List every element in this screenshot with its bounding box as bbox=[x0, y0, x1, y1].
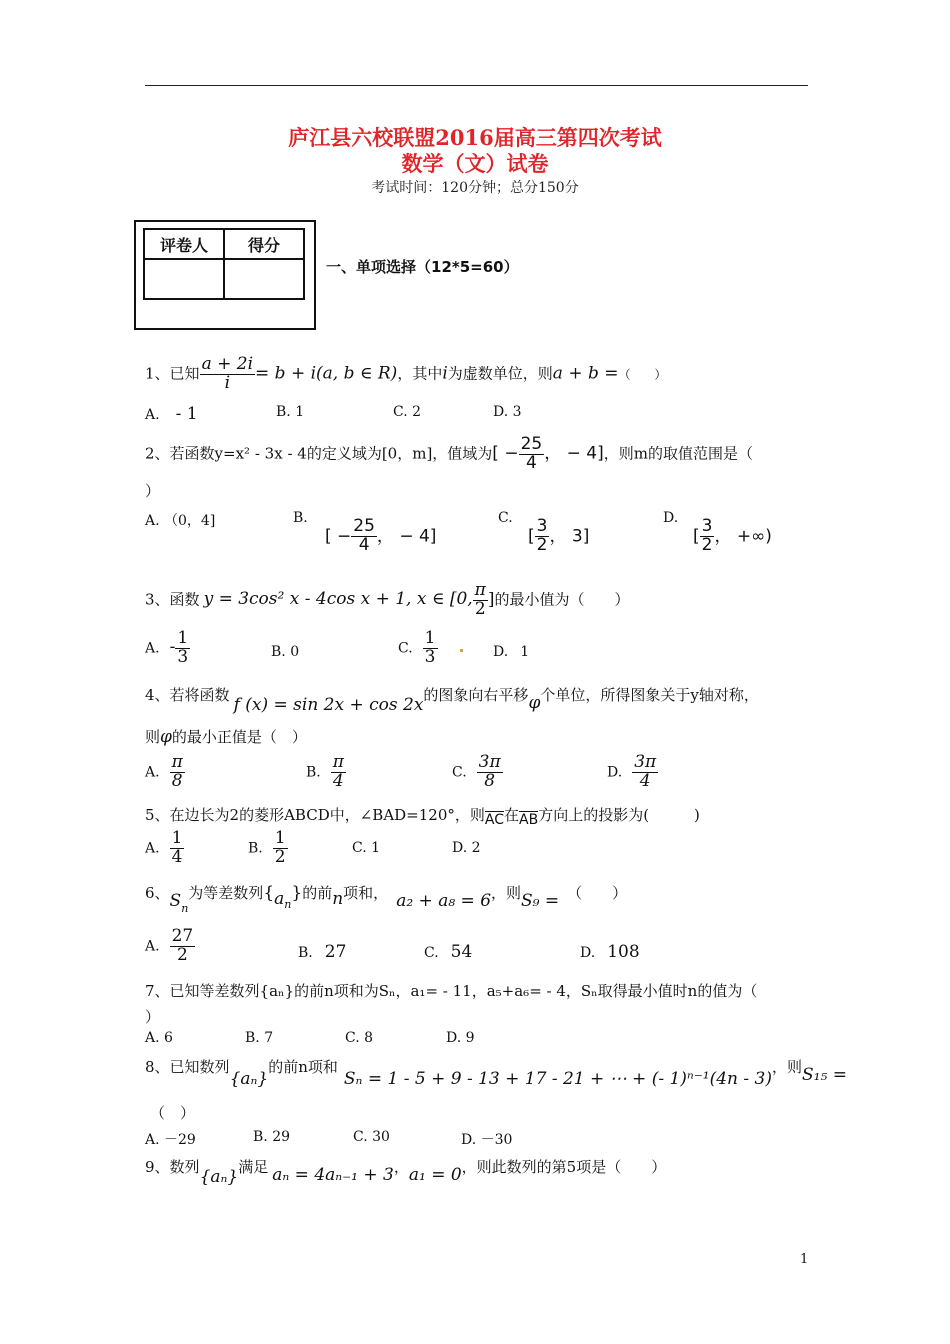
q3-option-c[interactable]: C. $\frac{1}{3}$ bbox=[398, 630, 463, 667]
q6-option-c[interactable]: C. 54 bbox=[424, 942, 473, 962]
question-6: 6、$S_n$为等差数列$\{a_n\}$的前n项和， a₂ + a₈ = 6，则S₉ = （ ） bbox=[145, 883, 628, 915]
q5-option-b[interactable]: B. $\frac{1}{2}$ bbox=[248, 828, 286, 867]
question-1: 1、已知 $\frac{a + 2i}{i}$ = b + i(a, b ∈ R)，其中i为虚数单位，则a + b =（ ） bbox=[145, 354, 667, 393]
q4-option-a[interactable]: A. $\frac{\pi}{8}$ bbox=[145, 752, 183, 791]
q1-option-c[interactable]: C. 2 bbox=[393, 404, 422, 420]
q7-option-d[interactable]: D. 9 bbox=[446, 1030, 475, 1046]
q2-option-b-label[interactable]: B. bbox=[293, 510, 308, 526]
page-number: 1 bbox=[800, 1252, 809, 1267]
question-7-end: ） bbox=[145, 1008, 161, 1026]
q2-option-b[interactable]: [ − $\frac{25}{4}$ ， − 4] bbox=[325, 516, 437, 555]
header-rule bbox=[145, 85, 808, 86]
q6-option-b[interactable]: B. 27 bbox=[298, 942, 347, 962]
q3-option-d[interactable]: D. 1 bbox=[493, 644, 530, 660]
q6-option-d[interactable]: D. 108 bbox=[580, 942, 640, 962]
question-4: 4、若将函数 f (x) = sin 2x + cos 2x的图象向右平移φ个单位，所得图象关于y轴对称， bbox=[145, 686, 759, 715]
q4-option-b[interactable]: B. $\frac{\pi}{4}$ bbox=[306, 752, 344, 791]
question-2: 2、若函数y=x² - 3x - 4的定义域为[0，m]，值域为[ − $\frac{25}{4}$ ， − 4]，则m的取值范围是（ bbox=[145, 434, 753, 473]
question-3: 3、函数 y = 3cos² x - 4cos x + 1, x ∈ [0, $\frac{\pi}{2}$ ]的最小值为（ ） bbox=[145, 580, 630, 619]
q2-option-d-label[interactable]: D. bbox=[663, 510, 679, 526]
q6-option-a[interactable]: A. $\frac{27}{2}$ bbox=[145, 926, 194, 965]
question-4-line2: 则φ的最小正值是（ ） bbox=[145, 727, 307, 747]
q7-option-b[interactable]: B. 7 bbox=[245, 1030, 274, 1046]
score-header: 得分 bbox=[224, 229, 304, 259]
exam-subtitle: 数学（文）试卷 bbox=[401, 151, 549, 176]
q4-option-d[interactable]: D. $\frac{3\pi}{4}$ bbox=[607, 752, 657, 791]
exam-title: 庐江县六校联盟2016届高三第四次考试 bbox=[288, 125, 662, 150]
question-8: 8、已知数列{aₙ}的前n项和Sₙ = 1 - 5 + 9 - 13 + 17 - 21 + ⋯ + (- 1)ⁿ⁻¹(4n - 3)，则S₁₅ = bbox=[145, 1058, 847, 1089]
q2-option-c[interactable]: [ $\frac{3}{2}$ ， 3] bbox=[528, 516, 590, 555]
grade-table bbox=[143, 228, 305, 300]
q2-option-a[interactable]: A. （0，4] bbox=[145, 513, 216, 529]
grader-cell[interactable] bbox=[144, 259, 224, 299]
section-title: 一、单项选择（12*5=60） bbox=[326, 258, 519, 276]
q3-option-a[interactable]: A. - $\frac{1}{3}$ bbox=[145, 628, 189, 667]
q2-option-c-label[interactable]: C. bbox=[498, 510, 513, 526]
score-cell[interactable] bbox=[224, 259, 304, 299]
question-9: 9、数列{aₙ}满足 aₙ = 4aₙ₋₁ + 3，a₁ = 0，则此数列的第5项是（ ） bbox=[145, 1158, 667, 1187]
q1-option-d[interactable]: D. 3 bbox=[493, 404, 522, 420]
question-2-end: ） bbox=[145, 482, 161, 500]
q8-option-b[interactable]: B. 29 bbox=[253, 1129, 291, 1145]
question-5: 5、在边长为2的菱形ABCD中，∠BAD=120°，则AC在AB方向上的投影为( ) bbox=[145, 806, 700, 828]
q1-fraction: $\frac{a + 2i}{i}$ bbox=[201, 354, 254, 393]
q5-option-a[interactable]: A. $\frac{1}{4}$ bbox=[145, 828, 183, 867]
q1-option-a[interactable]: A. - 1 bbox=[145, 404, 198, 424]
vector-ac: AC bbox=[484, 812, 504, 828]
q8-option-c[interactable]: C. 30 bbox=[353, 1129, 390, 1145]
q5-option-d[interactable]: D. 2 bbox=[452, 840, 481, 856]
question-7: 7、已知等差数列{aₙ}的前n项和为Sₙ，a₁= - 11，a₅+a₆= - 4，Sₙ取得最小值时n的值为（ bbox=[145, 982, 758, 1000]
q2-option-d[interactable]: [ $\frac{3}{2}$ ， +∞) bbox=[693, 516, 772, 555]
grader-header: 评卷人 bbox=[144, 229, 224, 259]
q4-option-c[interactable]: C. $\frac{3\pi}{8}$ bbox=[452, 752, 501, 791]
q1-option-b[interactable]: B. 1 bbox=[276, 404, 305, 420]
q7-option-c[interactable]: C. 8 bbox=[345, 1030, 374, 1046]
exam-info: 考试时间：120分钟；总分150分 bbox=[371, 180, 579, 196]
q5-option-c[interactable]: C. 1 bbox=[352, 840, 381, 856]
q3-option-b[interactable]: B. 0 bbox=[271, 644, 300, 660]
vector-ab: AB bbox=[519, 812, 539, 828]
q8-option-a[interactable]: A. －29 bbox=[145, 1132, 196, 1148]
q7-option-a[interactable]: A. 6 bbox=[145, 1030, 173, 1046]
question-8-end: （ ） bbox=[150, 1104, 196, 1122]
q8-option-d[interactable]: D. －30 bbox=[461, 1132, 513, 1148]
